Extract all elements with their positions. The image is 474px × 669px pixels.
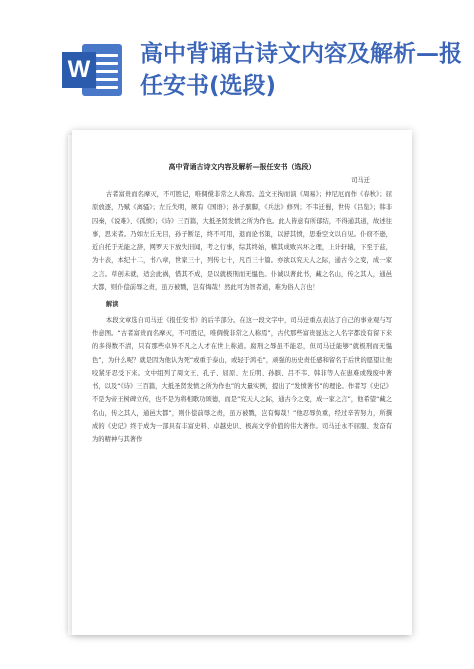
word-document-icon	[62, 40, 124, 100]
document-title: 高中背诵古诗文内容及解析—报任安书（选段）	[168, 163, 316, 171]
word-logo-letter: W	[62, 52, 96, 88]
section-label-analysis: 解读	[105, 301, 119, 309]
document-header	[0, 0, 474, 120]
body-paragraph: 古者富贵而名摩灭，不可胜记，唯倜傥非常之人称焉。盖文王拘而演《周易》；仲尼厄而作《春秋》；屈原放逐，乃赋《离骚》；左丘失明，厥有《国语》；孙子膑脚，《兵法》修列；不韦迁蜀，世传《吕览》；韩非囚秦，《说难》、《孤愤》；《诗》三百篇，大抵圣贤发愤之所为作也。此人皆意有所郁结，不得通其道，故述往事，思来者。乃如左丘无目，孙子断足，终不可用，退而论书策，以舒其愤，思垂空文以自见。仆窃不逊，近自托于无能之辞，网罗天下放失旧闻，考之行事，综其终始，稽其成败兴坏之理，上计轩辕，下至于兹，为十表，本纪十二，书八章，世家三十，列传七十，凡百三十篇。亦欲以究天人之际，通古今之变，成一家之言。草创未就，适会此祸，惜其不成，是以就极刑而无愠色。仆诚以著此书，藏之名山，传之其人，通邑大都，则仆偿前辱之责，虽万被戮，岂有悔哉！然此可为智者道，难为俗人言也！	[92, 191, 392, 292]
page-title: 高中背诵古诗文内容及解析—报任安书(选段)	[140, 41, 462, 99]
analysis-paragraph: 本段文章选自司马迁《报任安书》的后半部分。在这一段文字中，司马迁重点表达了自己的事业观与写作意图。“古者富贵而名摩灭，不可胜记，唯倜傥非常之人称焉”，古代那些富贵显达之人名字都没有留下来的多得数不清，只有那些卓异不凡之人才在世上称道。腐刑之辱虽不能忍，但司马迁能够“就极刑而无愠色”，为什么呢？就是因为他认为死“或重于泰山，或轻于鸿毛”，顽强的历史责任感和留名于后世的愿望让他咬紧牙忍受下来。文中组列了周文王、孔子、屈原、左丘明、孙膑、吕不韦、韩非等人在患难或残废中著书，以及“《诗》三百篇，大抵圣贤发愤之所为作也”的大量实例，提出了“发愤著书”的理论。作者写《史记》不是为帝王树碑立传，也不是为将相歌功颂德，而是“究天人之际，通古今之变，成一家之言”，他希望“藏之名山，传之其人，通邑大都”，则仆偿前辱之责，虽万被戮，岂有悔哉！”他忍辱负重，经过辛苦努力，所撰成的《史记》终于成为一部具有丰富史料、卓越史识、极高文学价值的伟大著作。司马迁永不屈服、发奋有为的精神与其著作	[92, 316, 392, 444]
document-page-preview	[72, 130, 412, 635]
document-author: 司马迁	[351, 177, 370, 184]
